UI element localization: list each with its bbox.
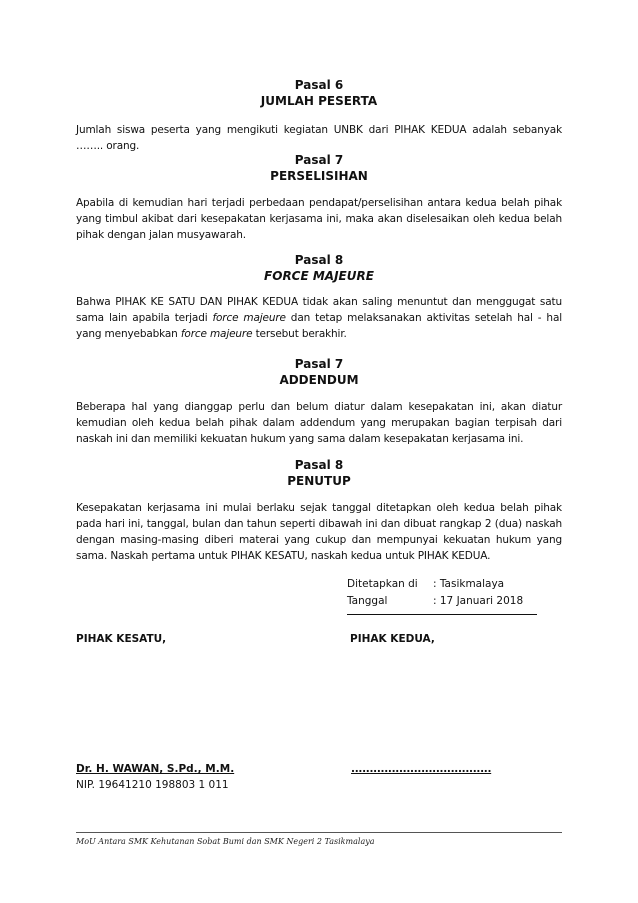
pasal-number: Pasal 7 <box>294 357 344 371</box>
penutup-heading <box>76 457 562 489</box>
signature-divider <box>347 614 537 615</box>
date-value: : 17 Januari 2018 <box>433 595 524 607</box>
pasal-number: Pasal 7 <box>294 153 344 167</box>
pasal-title: PERSELISIHAN <box>270 169 368 183</box>
body-text: tersebut berakhir. <box>252 328 347 340</box>
signature-place-date <box>347 576 547 610</box>
pasal-title: ADDENDUM <box>279 373 359 387</box>
body-italic-term: force majeure <box>212 312 286 324</box>
pasal-8-body <box>76 294 562 342</box>
signer-two-name-blank: ...................................... <box>351 763 492 775</box>
place-label: Ditetapkan di <box>347 578 418 590</box>
date-label: Tanggal <box>347 595 388 607</box>
body-text: dan tetap melaksanakan aktivitas setelah hal - hal yang menyebabkan <box>76 312 562 340</box>
addendum-body: Beberapa hal yang dianggap perlu dan belum diatur dalam kesepakatan ini, akan diatur kemudian oleh kedua belah pihak dalam addendum yang merupakan bagian terpisah dari naskah ini dan memiliki kekuatan hukum yang sama dalam kesepakatan kerjasama ini. <box>76 401 562 445</box>
pasal-title: JUMLAH PESERTA <box>260 94 378 108</box>
pasal-6-body: Jumlah siswa peserta yang mengikuti kegiatan UNBK dari PIHAK KEDUA adalah sebanyak …….. orang. <box>76 124 562 152</box>
pasal-7-body: Apabila di kemudian hari terjadi perbedaan pendapat/perselisihan antara kedua belah pihak yang timbul akibat dari kesepakatan kerjasama ini, maka akan diselesaikan oleh kedua belah pihak dengan jalan musyawarah. <box>76 197 562 241</box>
party-two-label: PIHAK KEDUA, <box>350 633 435 645</box>
party-one-label: PIHAK KESATU, <box>76 633 167 645</box>
signer-one-name: Dr. H. WAWAN, S.Pd., M.M. <box>76 763 235 775</box>
pasal-title: FORCE MAJEURE <box>264 269 374 283</box>
date-row <box>347 593 547 610</box>
place-row <box>347 576 547 593</box>
pasal-8-heading <box>76 252 562 284</box>
body-text: Bahwa PIHAK KE SATU DAN PIHAK KEDUA tidak akan saling menuntut dan menggugat satu sama lain apabila terjadi <box>76 296 562 324</box>
pasal-6-heading <box>76 77 562 109</box>
place-value: : Tasikmalaya <box>433 578 505 590</box>
addendum-heading <box>76 356 562 388</box>
footer-text: MoU Antara SMK Kehutanan Sobat Bumi dan SMK Negeri 2 Tasikmalaya <box>76 837 375 846</box>
pasal-number: Pasal 8 <box>294 458 344 472</box>
footer-divider <box>76 832 562 833</box>
body-italic-term: force majeure <box>180 328 253 340</box>
pasal-title: PENUTUP <box>287 474 351 488</box>
pasal-number: Pasal 6 <box>294 78 344 92</box>
pasal-7-heading <box>76 152 562 184</box>
penutup-body: Kesepakatan kerjasama ini mulai berlaku sejak tanggal ditetapkan oleh kedua belah pihak pada hari ini, tanggal, bulan dan tahun seperti dibawah ini dan dibuat rangkap 2 (dua) naskah dengan masing-masing diberi materai yang cukup dan mempunyai kekuatan hukum yang sama. Naskah pertama untuk PIHAK KESATU, naskah kedua untuk PIHAK KEDUA. <box>76 502 562 562</box>
pasal-number: Pasal 8 <box>294 253 344 267</box>
signer-one-nip: NIP. 19641210 198803 1 011 <box>76 779 229 791</box>
